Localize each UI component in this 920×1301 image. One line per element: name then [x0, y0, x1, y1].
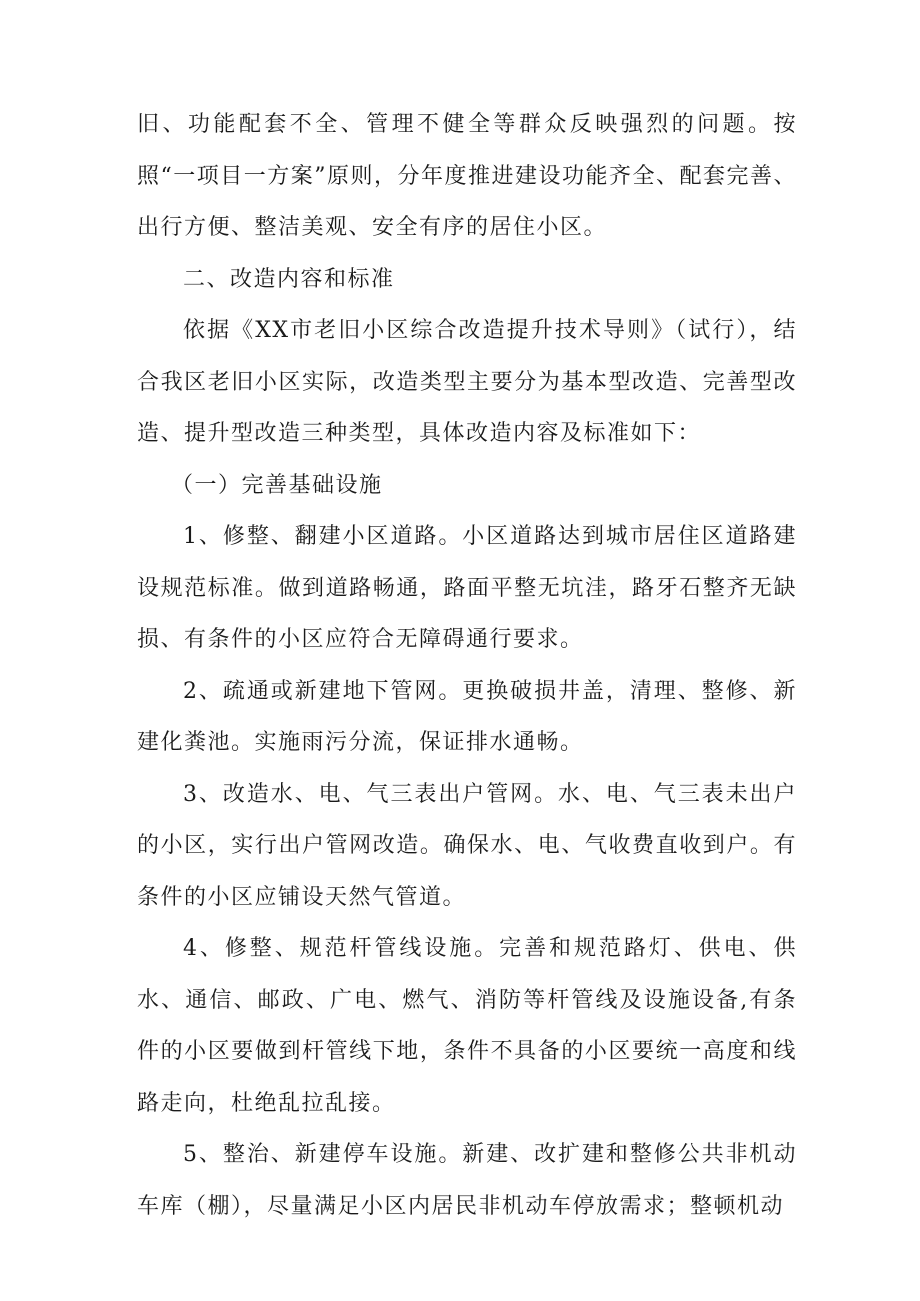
paragraph-intro: 依据《XX市老旧小区综合改造提升技术导则》（试行），结合我区老旧小区实际，改造类型主要分为基本型改造、完善型改造、提升型改造三种类型，具体改造内容及标准如下：	[137, 318, 797, 446]
list-item-pipes: 2、疏通或新建地下管网。更换破损井盖，清理、整修、新建化粪池。实施雨污分流，保证排水通畅。	[137, 678, 797, 755]
list-item-meters: 3、改造水、电、气三表出户管网。水、电、气三表未出户的小区，实行出户管网改造。确保水、电、气收费直收到户。有条件的小区应铺设天然气管道。	[137, 781, 797, 910]
paragraph-continuation: 旧、功能配套不全、管理不健全等群众反映强烈的问题。按照“一项目一方案”原则，分年度推进建设功能齐全、配套完善、出行方便、整洁美观、安全有序的居住小区。	[137, 112, 797, 240]
section-heading: 二、改造内容和标准	[183, 266, 395, 292]
document-body	[137, 99, 797, 1232]
subsection-heading: （一）完善基础设施	[171, 472, 383, 498]
list-item-parking: 5、整治、新建停车设施。新建、改扩建和整修公共非机动车库（棚），尽量满足小区内居民非机动车停放需求；整顿机动	[137, 1142, 797, 1219]
list-item-lines: 4、修整、规范杆管线设施。完善和规范路灯、供电、供水、通信、邮政、广电、燃气、消防等杆管线及设施设备,有条件的小区要做到杆管线下地，条件不具备的小区要统一高度和线路走向，杜绝乱拉乱接。	[137, 936, 797, 1116]
list-item-roads: 1、修整、翻建小区道路。小区道路达到城市居住区道路建设规范标准。做到道路畅通，路面平整无坑洼，路牙石整齐无缺损、有条件的小区应符合无障碍通行要求。	[137, 524, 797, 652]
